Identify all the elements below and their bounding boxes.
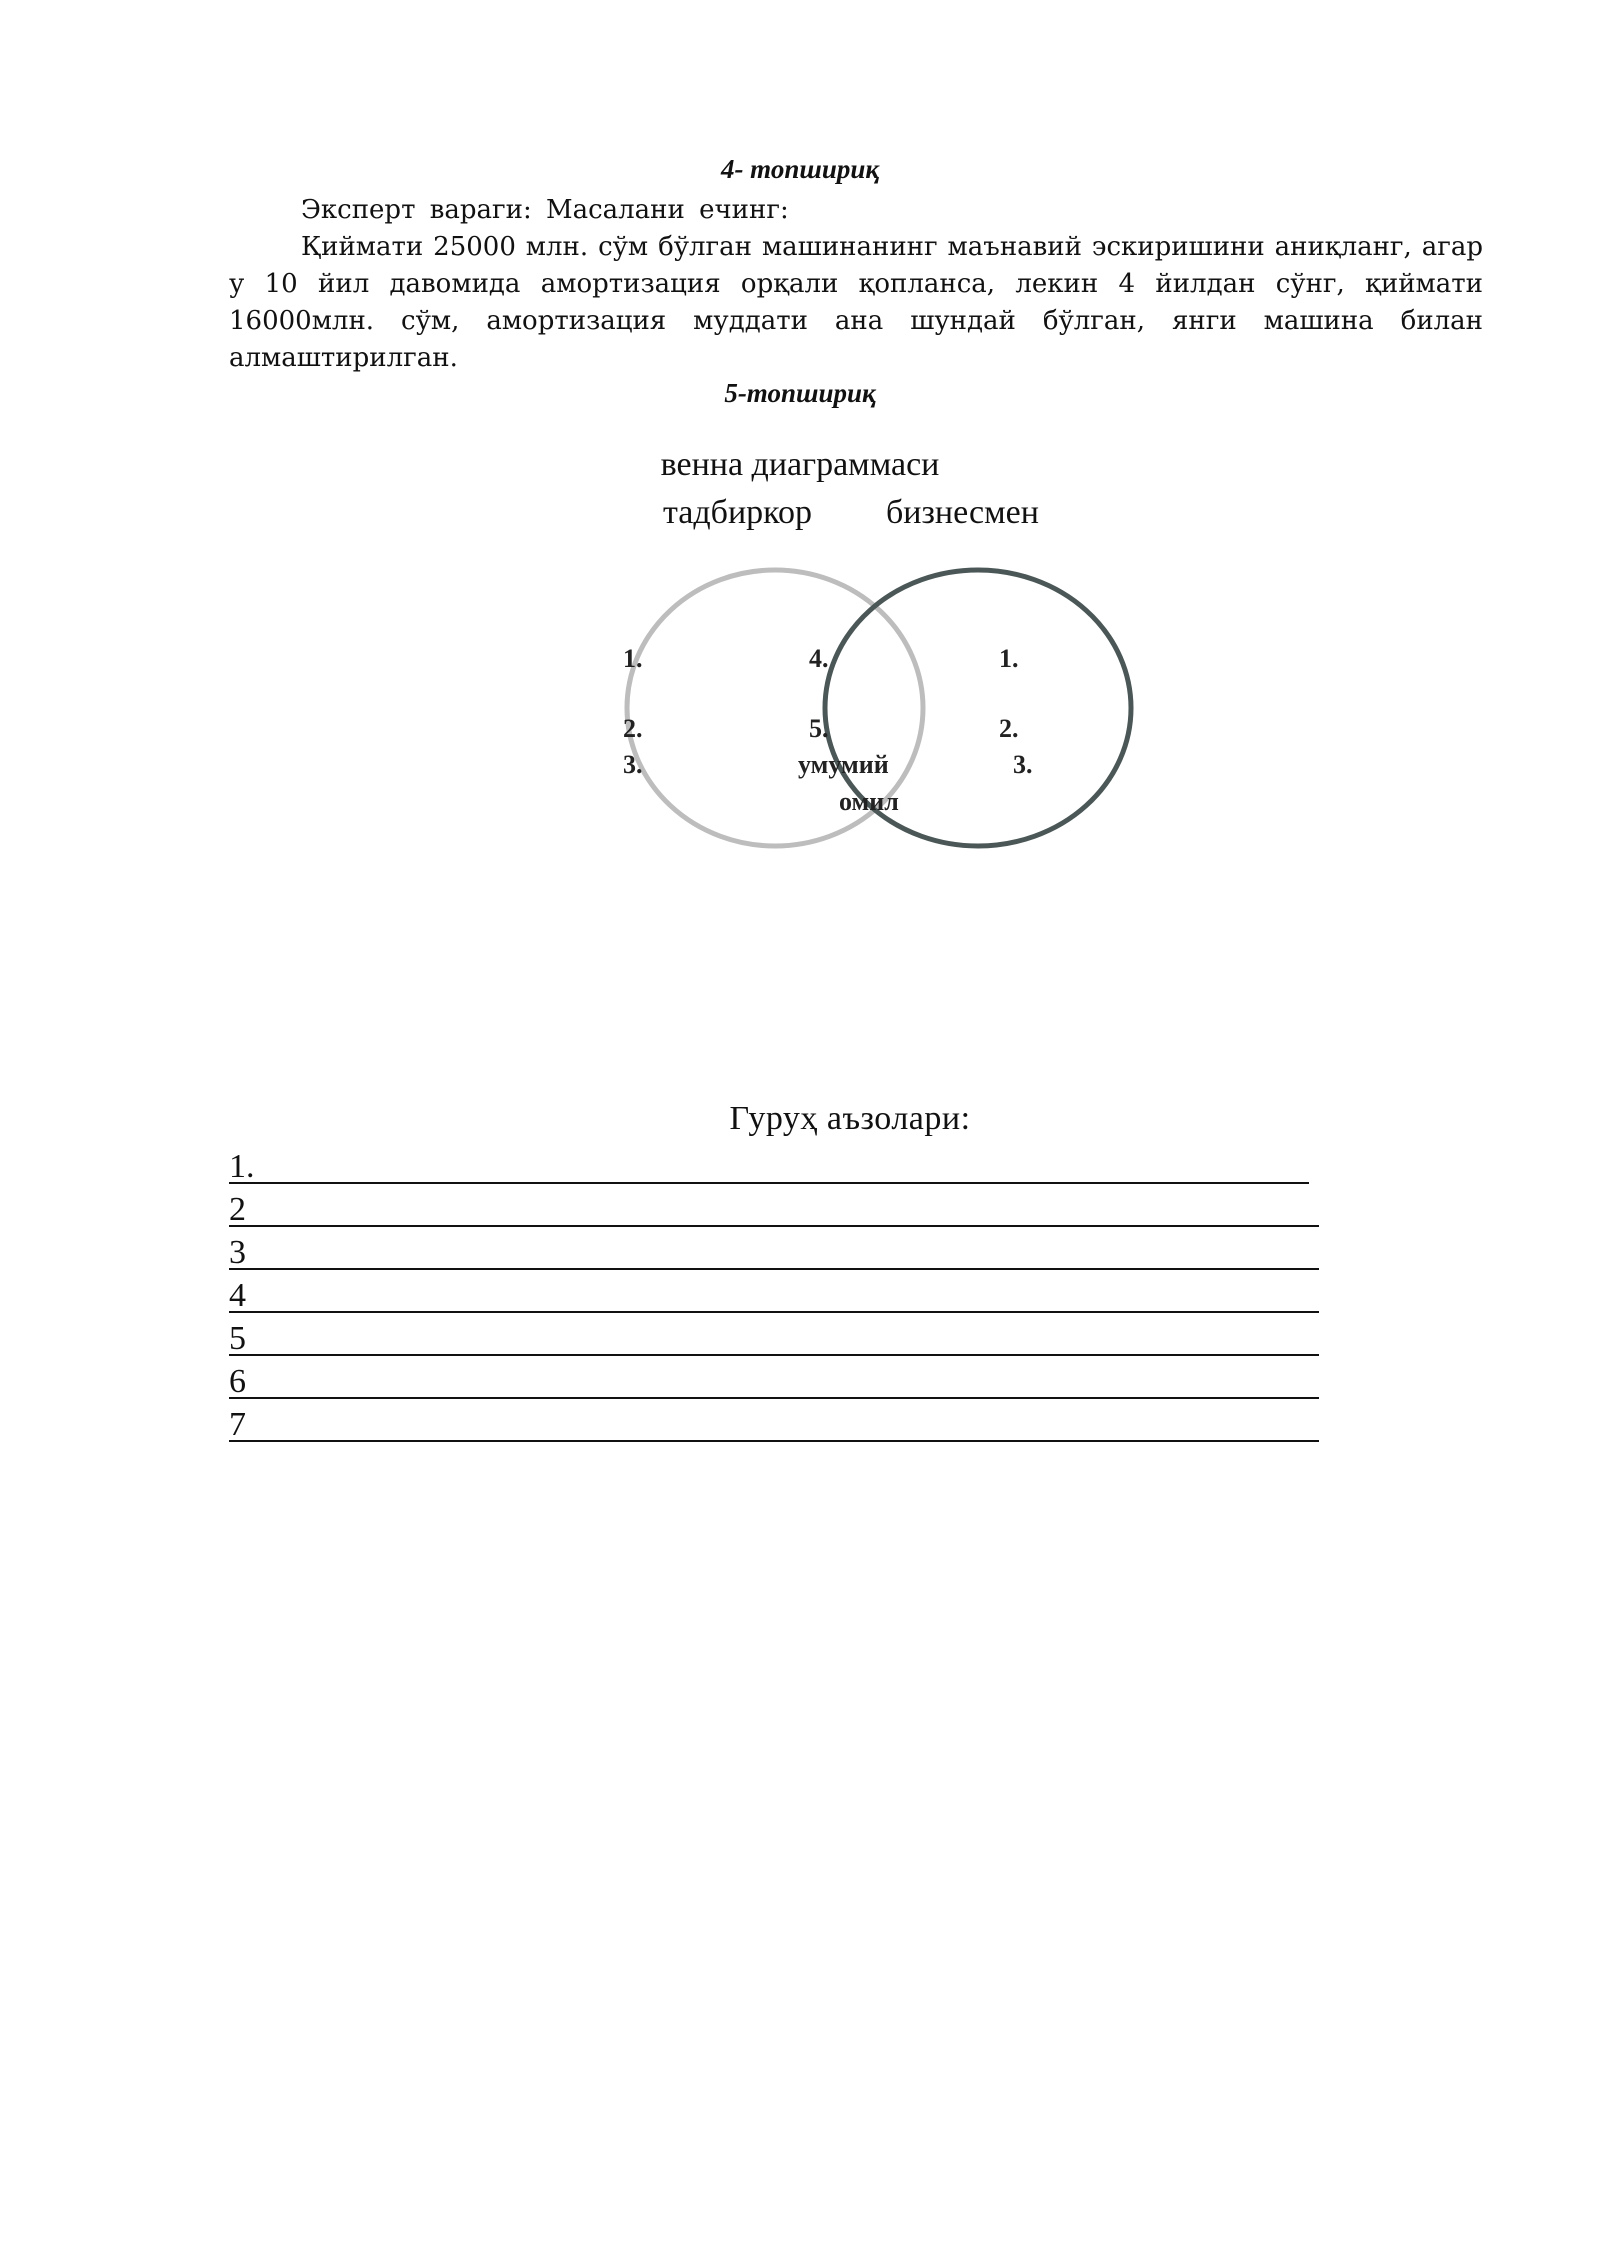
member-line-3[interactable] [229,1230,1319,1270]
member-line-7[interactable] [229,1402,1319,1442]
member-number: 1. [229,1148,255,1185]
member-number: 5 [229,1320,246,1357]
venn-left-item-2: 2. [623,714,643,743]
task-4-problem-text: Қиймати 25000 млн. сўм бўлган машинанинг маънавий эскиришини аниқланг, агар у 10 йил давомида амортизация орқали қопланса, лекин 4 йилдан сўнг, қиймати 16000млн. сўм, амортизация муддати ана шундай бўлган, янги машина билан алмаштирилган. [229,232,1483,373]
member-number: 3 [229,1234,246,1271]
task-4-title: 4- топшириқ [720,154,880,184]
member-line-2[interactable] [229,1187,1319,1227]
venn-left-item-3: 3. [623,750,643,779]
group-members-title: Гуруҳ аъзолари: [729,1100,971,1137]
venn-diagram [540,560,1180,860]
member-line-5[interactable] [229,1316,1319,1356]
member-number: 7 [229,1406,246,1443]
venn-diagram-title: венна диаграммаси [660,446,940,483]
venn-right-item-1: 1. [999,644,1019,673]
venn-left-item-1: 1. [623,644,643,673]
member-line-6[interactable] [229,1359,1319,1399]
venn-left-set-label: тадбиркор [663,494,812,531]
venn-right-item-3: 3. [1013,750,1033,779]
venn-center-label-2: омил [839,787,899,816]
member-line-4[interactable] [229,1273,1319,1313]
venn-right-set-label: бизнесмен [886,494,1039,531]
venn-center-item-4: 4. [809,644,829,673]
task-4-instruction: Эксперт вараги: Масалани ечинг: [301,195,789,225]
venn-right-item-2: 2. [999,714,1019,743]
venn-center-item-5: 5. [809,714,829,743]
member-line-1[interactable] [229,1144,1309,1184]
member-number: 4 [229,1277,246,1314]
venn-center-label-1: умумий [798,750,889,779]
member-number: 6 [229,1363,246,1400]
task-5-title: 5-топшириқ [724,378,876,408]
member-number: 2 [229,1191,246,1228]
